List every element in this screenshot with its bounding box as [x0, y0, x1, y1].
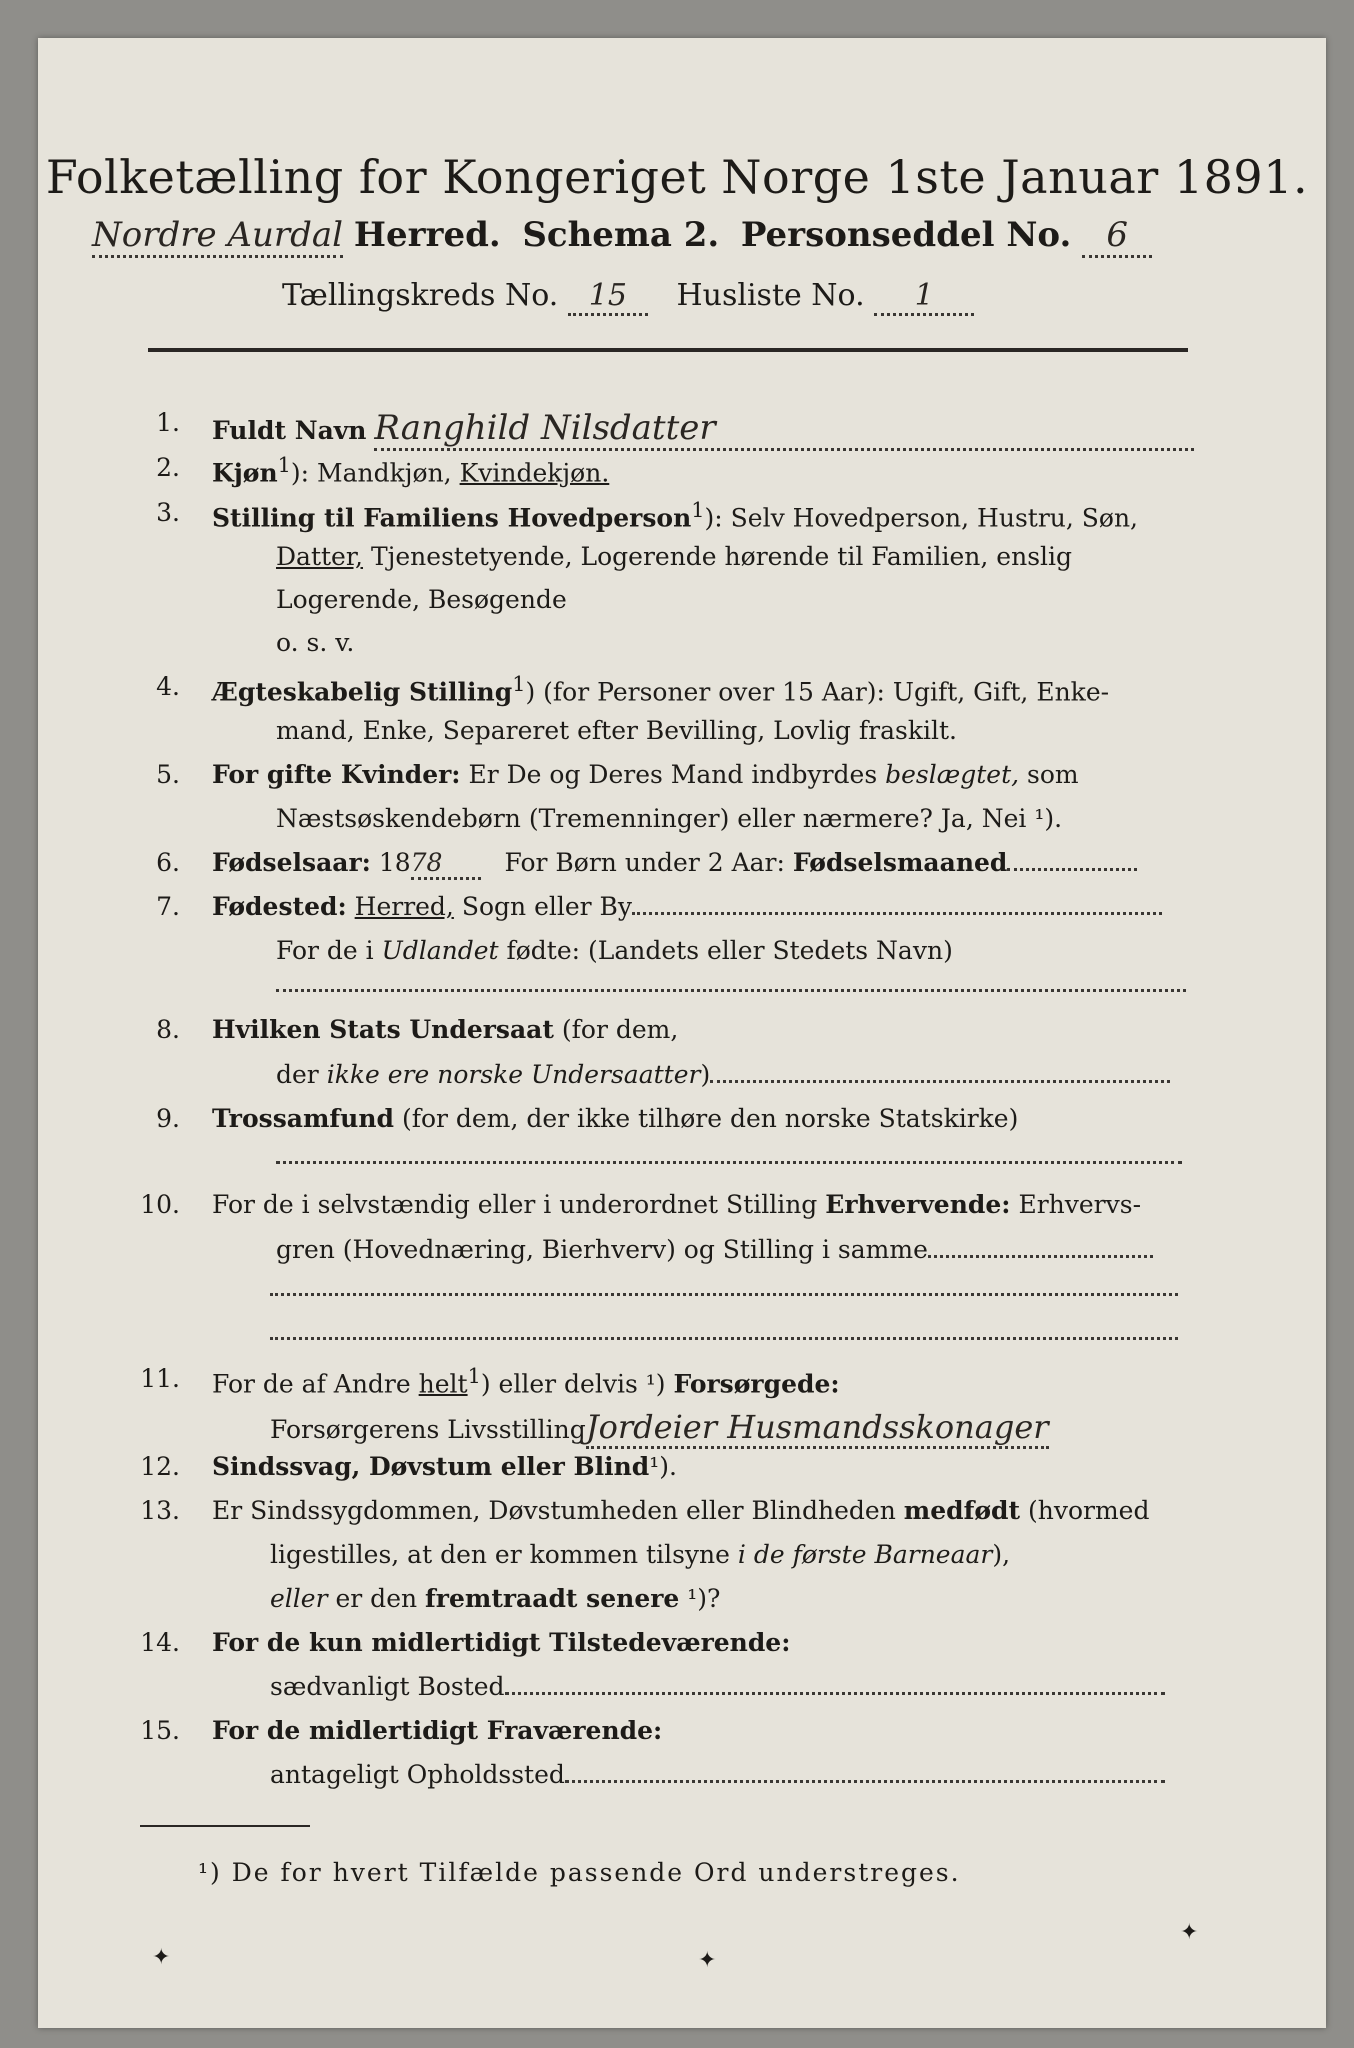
- corner-mark-center: ✦: [698, 1948, 717, 1973]
- occupation-field-2: [270, 1292, 1178, 1296]
- usual-residence-field: [505, 1692, 1165, 1695]
- item-number-3: 3.: [156, 498, 180, 527]
- taellingskreds-label: Tællingskreds No.: [282, 278, 559, 313]
- herred-label: Herred.: [353, 215, 501, 255]
- herred-line: [92, 215, 1152, 258]
- item-4-text-a: ) (for Personer over 15 Aar): Ugift, Gift, Enke-: [525, 677, 1110, 707]
- item-7-text-b2: fødte: (Landets eller Stedets Navn): [498, 936, 953, 965]
- corner-mark-left: ✦: [152, 1945, 171, 1970]
- item-2-text: ): Mandkjøn,: [290, 458, 460, 488]
- item-13-text-a2: (hvormed: [1020, 1496, 1150, 1525]
- religion-field: [276, 1160, 1182, 1164]
- kvindekjon-underlined: Kvindekjøn.: [459, 458, 610, 488]
- birth-month-field: [1007, 868, 1137, 871]
- item-10-text-b: gren (Hovednæring, Bierhverv) og Stilling i samme: [276, 1235, 928, 1264]
- item-7-line-a: [212, 892, 1162, 921]
- item-number-11: 11.: [140, 1364, 180, 1393]
- item-3-line-a: [212, 498, 1138, 532]
- husliste-label: Husliste No.: [676, 278, 865, 313]
- item-7-line-b: [276, 936, 953, 965]
- item-number-7: 7.: [156, 892, 180, 921]
- item-11-text-a2: ) eller delvis ¹): [480, 1369, 674, 1399]
- herred-handwritten: Nordre Aurdal: [92, 215, 343, 258]
- birthplace-field: [632, 912, 1162, 915]
- provider-occupation-value: Jordeier Husmandsskonager: [586, 1408, 1049, 1449]
- form-title: Folketælling for Kongeriget Norge 1ste Januar 1891.: [45, 150, 1309, 204]
- item-number-12: 12.: [140, 1452, 180, 1481]
- item-10-text-a2: Erhvervs-: [1010, 1190, 1142, 1219]
- item-5-text-a: Er De og Deres Mand indbyrdes: [460, 760, 886, 789]
- item-13-text-a: Er Sindssygdommen, Døvstumheden eller Blindheden: [212, 1496, 904, 1525]
- item-number-8: 8.: [156, 1015, 180, 1044]
- full-name-value: Ranghild Nilsdatter: [374, 408, 1194, 451]
- header-rule: [148, 348, 1188, 352]
- item-8-italic: ikke ere norske Undersaatter: [326, 1060, 701, 1089]
- item-6-text: For Børn under 2 Aar:: [504, 848, 793, 877]
- birth-year-value: 78: [411, 848, 481, 880]
- item-9-label: Trossamfund: [212, 1104, 395, 1133]
- item-7-italic: Udlandet: [381, 936, 499, 965]
- item-7-text-b: For de i: [276, 936, 382, 965]
- item-12-label: Sindssvag, Døvstum eller Blind: [212, 1452, 650, 1481]
- taellingskreds-line: [282, 278, 974, 316]
- item-8-text-b2: ): [700, 1060, 711, 1089]
- item-10-line-a: [212, 1190, 1141, 1219]
- corner-mark-right: ✦: [1180, 1920, 1199, 1945]
- item-13-text-b: ligestilles, at den er kommen tilsyne: [270, 1540, 738, 1569]
- herred-underlined: Herred,: [354, 892, 454, 921]
- footnote-ref: 1: [691, 498, 705, 522]
- item-5-label: For gifte Kvinder:: [212, 760, 461, 789]
- occupation-field-3: [270, 1336, 1178, 1340]
- item-number-5: 5.: [156, 760, 180, 789]
- item-9: [212, 1104, 1018, 1133]
- item-3-line-b: [276, 542, 1072, 571]
- item-13-line-b: [270, 1540, 1010, 1569]
- item-14-text: sædvanligt Bosted: [270, 1672, 505, 1701]
- footnote-ref: 1: [467, 1364, 481, 1388]
- item-3-text-a: ): Selv Hovedperson, Hustru, Søn,: [704, 503, 1139, 533]
- item-13-line-c: [270, 1584, 720, 1613]
- item-7-text: Sogn eller By: [453, 892, 633, 921]
- item-1: [212, 408, 1194, 451]
- item-9-text: (for dem, der ikke tilhøre den norske Statskirke): [394, 1104, 1019, 1133]
- item-7-label: Fødested:: [212, 892, 347, 921]
- personseddel-value: 6: [1082, 215, 1152, 258]
- item-12-text: ¹).: [649, 1452, 678, 1481]
- item-3-text-c: Logerende, Besøgende: [276, 585, 567, 614]
- item-11-text-b: Forsørgerens Livsstilling: [270, 1415, 586, 1444]
- item-13-text-b2: ),: [992, 1540, 1011, 1569]
- item-8-text-a: (for dem,: [553, 1015, 679, 1044]
- item-10-label: Erhvervende:: [825, 1190, 1011, 1219]
- item-3-text-d: o. s. v.: [276, 628, 355, 657]
- footnote-rule: [140, 1825, 310, 1827]
- item-4-text-b: mand, Enke, Separeret efter Bevilling, Lovlig fraskilt.: [276, 716, 957, 745]
- helt-underlined: helt: [418, 1369, 468, 1399]
- item-10-text-a: For de i selvstændig eller i underordnet Stilling: [212, 1190, 826, 1219]
- item-number-2: 2.: [156, 453, 180, 482]
- item-8-label: Hvilken Stats Undersaat: [212, 1015, 554, 1044]
- item-8-line-b: [276, 1060, 1170, 1089]
- item-5-italic: beslægtet,: [885, 760, 1020, 789]
- item-11-line-a: [212, 1364, 840, 1398]
- item-10-line-b: [276, 1235, 1153, 1264]
- footnote-ref: 1: [512, 672, 526, 696]
- probable-stay-field: [565, 1780, 1165, 1783]
- datter-underlined: Datter,: [276, 542, 363, 571]
- item-13-italic-2: eller: [270, 1584, 328, 1613]
- item-5-text-b: Næstsøskendebørn (Tremenninger) eller nærmere? Ja, Nei ¹).: [276, 804, 1063, 833]
- birth-year-prefix: 18: [370, 848, 411, 877]
- item-13-italic: i de første Barneaar: [737, 1540, 993, 1569]
- item-6-label2: Fødselsmaaned: [792, 848, 1008, 877]
- item-6: [212, 848, 1137, 880]
- item-number-6: 6.: [156, 848, 180, 877]
- item-number-9: 9.: [156, 1104, 180, 1133]
- item-13-text-c: er den: [327, 1584, 426, 1613]
- item-8-text-b: der: [276, 1060, 327, 1089]
- item-13-label: medfødt: [903, 1496, 1021, 1525]
- item-4-line-a: [212, 672, 1109, 706]
- item-14-line-b: [270, 1672, 1165, 1701]
- item-6-label: Fødselsaar:: [212, 848, 371, 877]
- taellingskreds-value: 15: [568, 278, 648, 316]
- item-15-text: antageligt Opholdssted: [270, 1760, 565, 1789]
- item-11-label: Forsørgede:: [673, 1369, 840, 1399]
- item-5-line-a: [212, 760, 1079, 789]
- item-11-line-b: [270, 1408, 1049, 1449]
- item-13-text-c2: ¹)?: [679, 1584, 721, 1613]
- item-3-label: Stilling til Familiens Hovedperson: [212, 503, 692, 533]
- nationality-field: [710, 1080, 1170, 1083]
- item-number-13: 13.: [140, 1496, 180, 1525]
- item-15-line-b: [270, 1760, 1165, 1789]
- item-1-label: Fuldt Navn: [212, 416, 367, 445]
- item-2: [212, 453, 609, 487]
- item-number-14: 14.: [140, 1628, 180, 1657]
- item-4-label: Ægteskabelig Stilling: [212, 677, 513, 707]
- item-3-text-b: Tjenestetyende, Logerende hørende til Familien, enslig: [363, 542, 1073, 571]
- item-number-10: 10.: [140, 1190, 180, 1219]
- item-14-label: For de kun midlertidigt Tilstedeværende:: [212, 1628, 791, 1657]
- husliste-value: 1: [874, 278, 974, 316]
- personseddel-label: Personseddel No.: [740, 215, 1072, 255]
- item-13-label-2: fremtraadt senere: [425, 1584, 680, 1613]
- footnote-ref: 1: [277, 453, 291, 477]
- occupation-field: [928, 1255, 1153, 1258]
- item-8-line-a: [212, 1015, 678, 1044]
- item-5-text-a2: som: [1019, 760, 1079, 789]
- item-number-1: 1.: [156, 408, 180, 437]
- item-15-label: For de midlertidigt Fraværende:: [212, 1716, 663, 1745]
- item-12: [212, 1452, 677, 1481]
- foreign-birthplace-field: [276, 988, 1186, 992]
- item-13-line-a: [212, 1496, 1149, 1525]
- schema-label: Schema 2.: [522, 215, 720, 255]
- item-number-4: 4.: [156, 672, 180, 701]
- item-2-label: Kjøn: [212, 458, 278, 488]
- item-11-text-a: For de af Andre: [212, 1369, 419, 1399]
- item-number-15: 15.: [140, 1716, 180, 1745]
- footnote: ¹) De for hvert Tilfælde passende Ord understreges.: [198, 1858, 961, 1887]
